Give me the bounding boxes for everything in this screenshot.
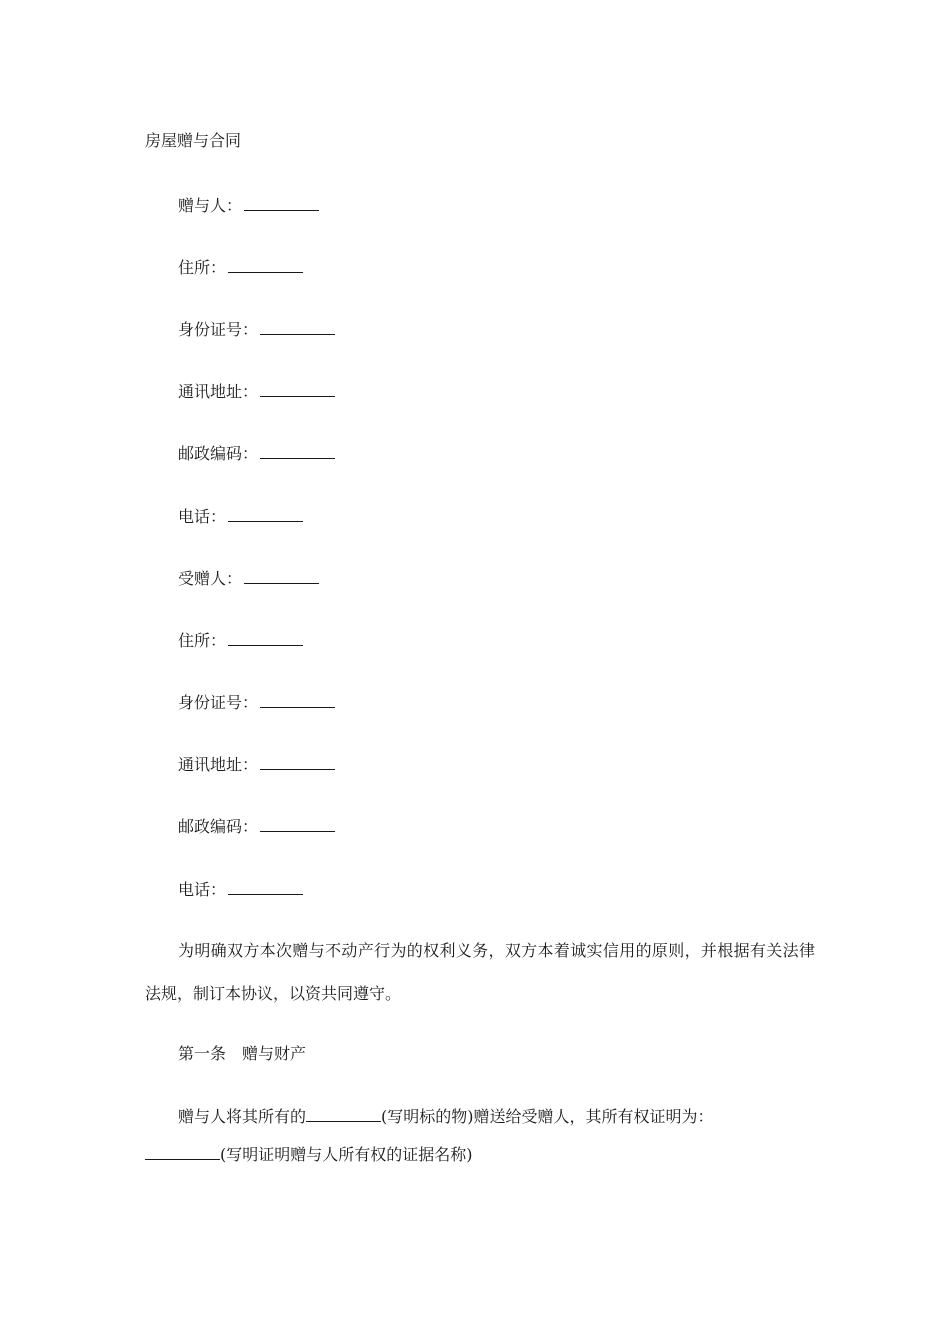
article1-proof-blank [145, 1145, 220, 1160]
donor-id-blank [260, 320, 335, 335]
donee-address-field [178, 631, 303, 651]
donee-mailing-label: 通讯地址： [178, 755, 259, 774]
donor-name-field [178, 196, 319, 216]
article1-line1-prefix: 赠与人将其所有的 [178, 1107, 307, 1126]
donee-id-blank [260, 693, 335, 708]
donor-phone-blank [228, 507, 303, 522]
donee-id-label: 身份证号： [178, 693, 259, 712]
donor-name-blank [244, 196, 319, 211]
donee-postal-field [178, 817, 335, 837]
article1-line2-suffix: (写明证明赠与人所有权的证据名称) [220, 1145, 473, 1164]
preamble-paragraph: 为明确双方本次赠与不动产行为的权利义务，双方本着诚实信用的原则，并根据有关法律法规，制订本协议，以资共同遵守。 [145, 941, 815, 1003]
donee-phone-field [178, 880, 303, 900]
donee-address-label: 住所： [178, 631, 227, 650]
donee-phone-blank [228, 880, 303, 895]
article1-property-blank [306, 1107, 381, 1122]
article1-line1-suffix: (写明标的物)赠送给受赠人，其所有权证明为： [381, 1107, 714, 1126]
donor-phone-field [178, 507, 303, 527]
donee-postal-label: 邮政编码： [178, 817, 259, 836]
donor-phone-label: 电话： [178, 507, 227, 526]
donee-name-label: 受赠人： [178, 569, 243, 588]
donee-postal-blank [260, 817, 335, 832]
donor-mailing-label: 通讯地址： [178, 382, 259, 401]
donor-mailing-blank [260, 382, 335, 397]
donee-address-blank [228, 631, 303, 646]
donor-postal-field [178, 444, 335, 464]
donor-id-label: 身份证号： [178, 320, 259, 339]
article1-heading: 第一条 赠与财产 [178, 1044, 307, 1063]
donor-id-field [178, 320, 335, 340]
donor-address-label: 住所： [178, 258, 227, 277]
article1-line2 [145, 1145, 473, 1165]
donor-postal-label: 邮政编码： [178, 444, 259, 463]
donee-id-field [178, 693, 335, 713]
donor-address-field [178, 258, 303, 278]
donee-name-field [178, 569, 319, 589]
donee-mailing-blank [260, 755, 335, 770]
article1-line1 [178, 1107, 714, 1127]
donor-name-label: 赠与人： [178, 196, 243, 215]
donor-postal-blank [260, 444, 335, 459]
donor-mailing-field [178, 382, 335, 402]
donee-mailing-field [178, 755, 335, 775]
document-title: 房屋赠与合同 [145, 131, 242, 150]
donee-phone-label: 电话： [178, 880, 227, 899]
donor-address-blank [228, 258, 303, 273]
donee-name-blank [244, 569, 319, 584]
